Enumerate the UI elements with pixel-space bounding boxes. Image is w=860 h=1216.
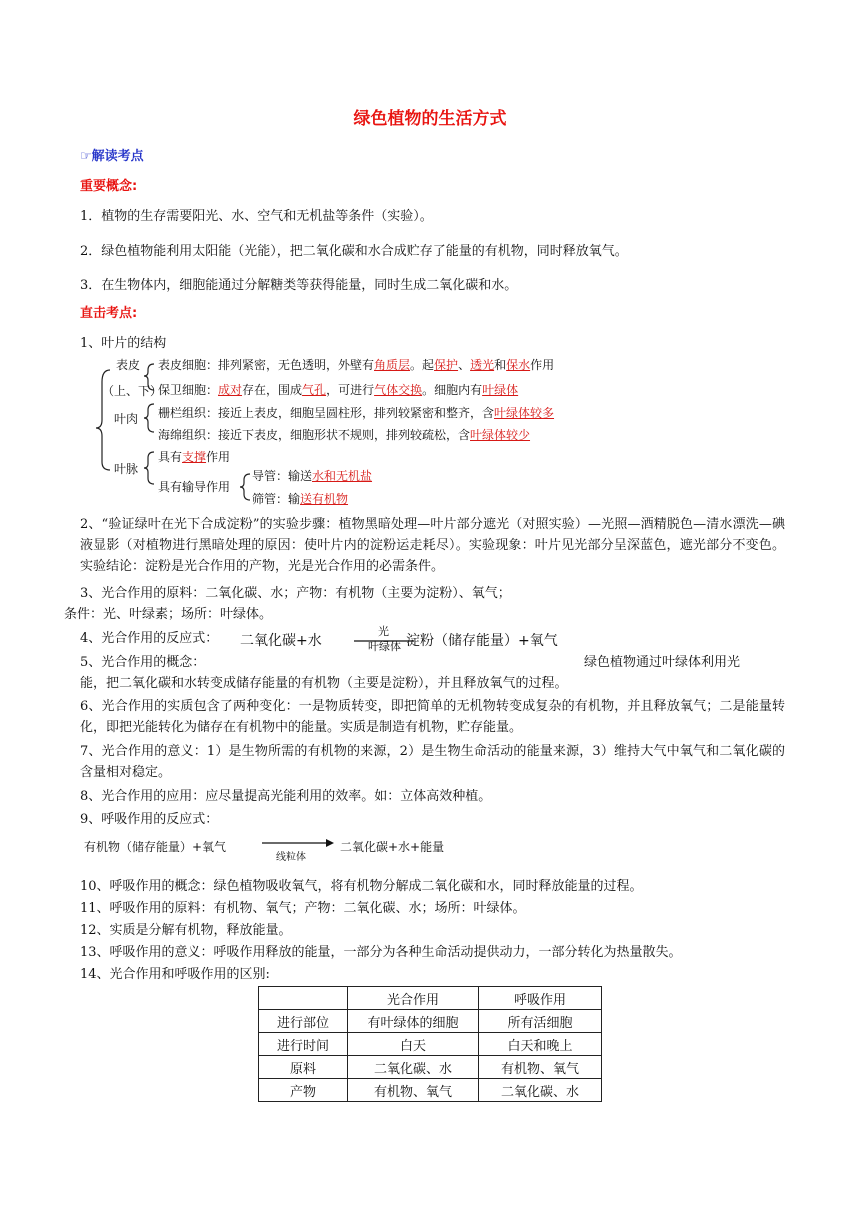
text: 作用 — [206, 450, 231, 464]
concept-2: 2．绿色植物能利用太阳能（光能），把二氧化碳和水合成贮存了能量的有机物，同时释放氧气。 — [80, 244, 628, 259]
highlight: 支撑 — [182, 450, 207, 464]
table-header-row — [259, 987, 602, 1010]
eq1-left: 二氧化碳+水 — [240, 633, 322, 649]
highlight: 气孔 — [302, 383, 327, 397]
table-cell: 进行时间 — [259, 1033, 348, 1056]
table-cell: 白天和晚上 — [479, 1033, 602, 1056]
table-cell: 进行部位 — [259, 1010, 348, 1033]
eq1-bottom: 叶绿体 — [368, 640, 401, 653]
highlight: 叶绿体较少 — [470, 428, 531, 442]
concept-1: 1．植物的生存需要阳光、水、空气和无机盐等条件（实验）。 — [80, 209, 433, 224]
comparison-table — [258, 986, 602, 1102]
table-row — [259, 1033, 602, 1056]
vessel-line — [252, 467, 372, 484]
spongy-tissue-line — [158, 426, 530, 443]
table-cell: 二氧化碳、水 — [479, 1079, 602, 1102]
text: 具有 — [158, 450, 183, 464]
eq2-left: 有机物（储存能量）+氧气 — [84, 840, 227, 854]
table-row — [259, 1079, 602, 1102]
table-cell: 原料 — [259, 1056, 348, 1079]
text: 。起 — [410, 358, 435, 372]
highlight: 水和无机盐 — [312, 469, 373, 483]
eq1-top: 光 — [378, 625, 389, 638]
sieve-tube-line — [252, 490, 348, 507]
epidermis-label: 表皮 — [116, 358, 141, 372]
text: 存在，围成 — [242, 383, 303, 397]
text: 栅栏组织：接近上表皮，细胞呈圆柱形，排列较紧密和整齐，含 — [158, 406, 495, 420]
paragraph-14: 14、光合作用和呼吸作用的区别: — [80, 967, 270, 982]
table-cell: 白天 — [348, 1033, 479, 1056]
section-label: 解读考点 — [91, 149, 144, 164]
epidermis-sub-label: （上、下） — [102, 384, 163, 398]
table-cell: 产物 — [259, 1079, 348, 1102]
text: 、 — [458, 358, 471, 372]
text: 导管：输送 — [252, 469, 313, 483]
important-concepts-heading: 重要概念: — [80, 179, 138, 194]
text: 表皮细胞：排列紧密，无色透明，外壁有 — [158, 358, 375, 372]
paragraph-5b: 绿色植物通过叶绿体利用光 — [584, 655, 741, 670]
table-header-cell: 呼吸作用 — [479, 987, 602, 1010]
page-title: 绿色植物的生活方式 — [353, 109, 507, 129]
text: 保卫细胞： — [158, 383, 219, 397]
table-header-cell — [259, 987, 348, 1010]
text: 。细胞内有 — [422, 383, 483, 397]
section-heading — [80, 145, 144, 164]
paragraph-13: 13、呼吸作用的意义：呼吸作用释放的能量，一部分为各种生命活动提供动力，一部分转化为热量散失。 — [80, 945, 682, 960]
text: ，可进行 — [326, 383, 375, 397]
paragraph-5c: 能，把二氧化碳和水转变成储存能量的有机物（主要是淀粉），并且释放氧气的过程。 — [80, 676, 568, 691]
highlight: 叶绿体 — [482, 383, 519, 397]
paragraph-11: 11、呼吸作用的原料：有机物、氧气；产物：二氧化碳、水；场所：叶绿体。 — [80, 901, 526, 916]
table-cell: 二氧化碳、水 — [348, 1056, 479, 1079]
pointing-hand-icon: ☞ — [80, 149, 92, 164]
paragraph-8: 8、光合作用的应用：应尽量提高光能利用的效率。如：立体高效种植。 — [80, 789, 492, 804]
highlight: 成对 — [218, 383, 243, 397]
paragraph-9: 9、呼吸作用的反应式： — [80, 812, 219, 827]
paragraph-10: 10、呼吸作用的概念：绿色植物吸收氧气，将有机物分解成二氧化碳和水，同时释放能量的过程。 — [80, 879, 643, 894]
leaf-structure-heading: 1、叶片的结构 — [80, 336, 167, 351]
paragraph-12: 12、实质是分解有机物，释放能量。 — [80, 923, 292, 938]
guard-cell-line — [158, 381, 518, 398]
paragraph-4: 4、光合作用的反应式： — [80, 631, 219, 646]
eq2-arrow — [262, 838, 334, 848]
text: 和 — [494, 358, 507, 372]
table-cell: 有机物、氧气 — [348, 1079, 479, 1102]
mesophyll-label: 叶肉 — [114, 412, 139, 426]
highlight: 叶绿体较多 — [494, 406, 555, 420]
paragraph-6: 6、光合作用的实质包含了两种变化：一是物质转变，即把简单的无机物转变成复杂的有机物，并且释放氧气；二是能量转化，即把光能转化为储存在有机物中的能量。实质是制造有机物，贮存能量。 — [80, 699, 785, 735]
palisade-tissue-line — [158, 404, 554, 421]
vein-label: 叶脉 — [114, 462, 139, 476]
paragraph-3a: 3、光合作用的原料：二氧化碳、水；产物：有机物（主要为淀粉）、氧气； — [80, 586, 511, 601]
highlight: 角质层 — [374, 358, 411, 372]
text: 筛管：输 — [252, 492, 301, 506]
highlight: 保护 — [434, 358, 459, 372]
paragraph-5a: 5、光合作用的概念： — [80, 655, 206, 670]
highlight: 送有机物 — [300, 492, 349, 506]
eq2-right: 二氧化碳+水+能量 — [340, 840, 445, 854]
vein-conduction-line: 具有输导作用 — [158, 480, 231, 494]
highlight: 保水 — [506, 358, 531, 372]
highlight: 透光 — [470, 358, 495, 372]
direct-points-heading: 直击考点: — [80, 306, 138, 321]
highlight: 气体交换 — [374, 383, 423, 397]
paragraph-7: 7、光合作用的意义：1）是生物所需的有机物的来源，2）是生物生命活动的能量来源，3）维持大气中氧气和二氧化碳的含量相对稳定。 — [80, 744, 785, 780]
table-row — [259, 1056, 602, 1079]
text: 作用 — [530, 358, 555, 372]
table-cell: 有叶绿体的细胞 — [348, 1010, 479, 1033]
paragraph-2: 2、“验证绿叶在光下合成淀粉”的实验步骤：植物黑暗处理—叶片部分遮光（对照实验）—光照—酒精脱色—清水漂洗—碘液显影（对植物进行黑暗处理的原因：使叶片内的淀粉运走耗尽）。实验现象：叶片见光部分呈深蓝色，遮光部分不变色。实验结论：淀粉是光合作用的产物，光是光合作用的必需条件。 — [80, 517, 785, 574]
vein-support-line — [158, 448, 230, 465]
text: 海绵组织：接近下表皮，细胞形状不规则，排列较疏松，含 — [158, 428, 471, 442]
epidermal-cell-line — [158, 356, 554, 373]
table-row — [259, 1010, 602, 1033]
respiration-equation — [82, 834, 502, 862]
paragraph-3b: 条件：光、叶绿素；场所：叶绿体。 — [64, 607, 273, 622]
leaf-structure-diagram — [92, 352, 592, 512]
eq1-right: 淀粉（储存能量）+氧气 — [406, 633, 558, 649]
eq2-bottom: 线粒体 — [276, 852, 306, 863]
table-cell: 有机物、氧气 — [479, 1056, 602, 1079]
table-header-cell: 光合作用 — [348, 987, 479, 1010]
table-cell: 所有活细胞 — [479, 1010, 602, 1033]
concept-3: 3．在生物体内，细胞能通过分解糖类等获得能量，同时生成二氧化碳和水。 — [80, 278, 518, 293]
